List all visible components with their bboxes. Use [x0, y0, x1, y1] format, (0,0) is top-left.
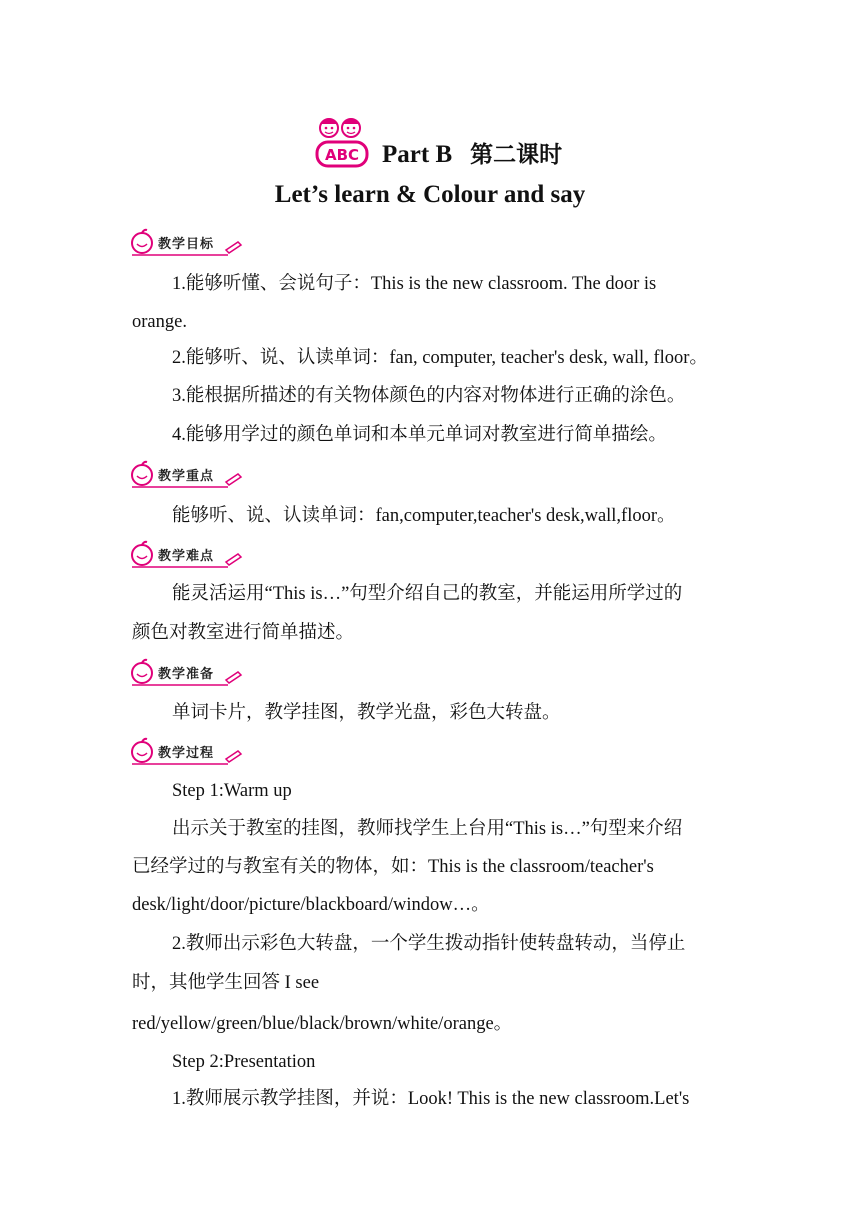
process-line: Step 2:Presentation — [172, 1052, 316, 1072]
section-heading-objectives — [128, 228, 248, 260]
svg-text:ABC: ABC — [324, 146, 360, 164]
section-title: 教学目标 — [158, 237, 215, 252]
key-points-text: 能够听、说、认读单词：fan,computer,teacher's desk,wall,floor。 — [172, 506, 676, 526]
section-heading-key-points — [128, 460, 248, 492]
process-line: 已经学过的与教室有关的物体，如：This is the classroom/teacher's — [132, 857, 654, 877]
process-line: desk/light/door/picture/blackboard/window…。 — [132, 895, 490, 915]
difficulties-line: 能灵活运用“This is…”句型介绍自己的教室，并能运用所学过的 — [172, 584, 683, 604]
process-line: 出示关于教室的挂图，教师找学生上台用“This is…”句型来介绍 — [172, 819, 683, 839]
process-line: 2.教师出示彩色大转盘，一个学生拨动指针使转盘转动，当停止 — [172, 934, 686, 954]
objective-line: 3.能根据所描述的有关物体颜色的内容对物体进行正确的涂色。 — [172, 386, 686, 406]
objective-line: 2.能够听、说、认读单词：fan, computer, teacher's desk, wall, floor。 — [172, 348, 708, 368]
preparation-text: 单词卡片，教学挂图，教学光盘，彩色大转盘。 — [172, 703, 561, 723]
page-subtitle: Let’s learn & Colour and say — [274, 181, 586, 208]
section-title: 教学准备 — [158, 667, 215, 682]
section-heading-process — [128, 737, 248, 769]
objective-line: orange. — [132, 312, 187, 332]
section-title: 教学过程 — [158, 746, 215, 761]
section-title: 教学难点 — [158, 549, 215, 564]
section-heading-difficulties — [128, 540, 248, 572]
objective-line: 1.能够听懂、会说句子：This is the new classroom. The door is — [172, 274, 657, 294]
page-title — [382, 136, 562, 169]
process-line: Step 1:Warm up — [172, 781, 292, 801]
objective-line: 4.能够用学过的颜色单词和本单元单词对教室进行简单描绘。 — [172, 425, 667, 445]
title-lesson: 第二课时 — [470, 142, 563, 168]
difficulties-line: 颜色对教室进行简单描述。 — [132, 623, 355, 643]
section-heading-preparation — [128, 658, 248, 690]
title-part: Part B — [382, 141, 453, 168]
title-row — [0, 112, 860, 172]
process-line: 1.教师展示教学挂图，并说：Look! This is the new classroom.Let's — [172, 1089, 690, 1109]
abc-kids-logo — [313, 116, 377, 170]
process-line: 时，其他学生回答 I see — [132, 973, 320, 993]
process-line: red/yellow/green/blue/black/brown/white/orange。 — [132, 1014, 513, 1034]
section-title: 教学重点 — [158, 469, 215, 484]
